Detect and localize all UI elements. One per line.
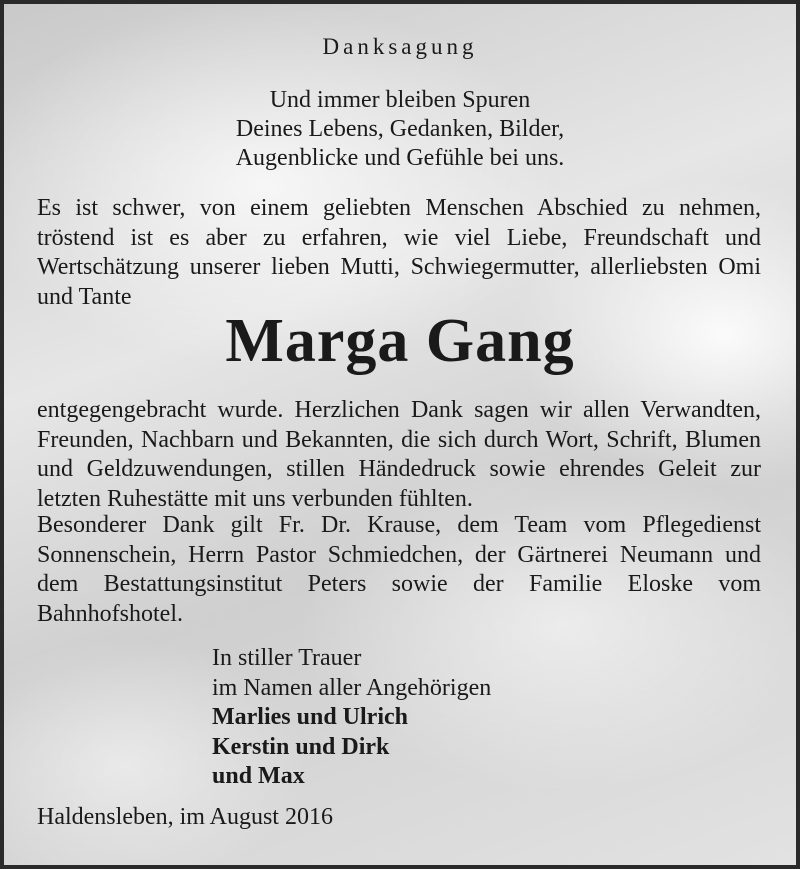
signature-line: im Namen aller Angehörigen xyxy=(212,674,492,701)
thanks-paragraph: entgegengebracht wurde. Herzlichen Dank sagen wir allen Verwandten, Freunden, Nachbarn und Bekannten, die sich durch Wort, Schrift, Blumen und Geldzuwendungen, stillen Händedruck sowie ehrendes Geleit zur letzten Ruhestätte mit uns verbunden fühlten. xyxy=(37,397,761,512)
mourner-names: Kerstin und Dirk xyxy=(212,733,390,760)
signature-block xyxy=(212,644,491,792)
memorial-verse xyxy=(4,86,796,173)
verse-line: Deines Lebens, Gedanken, Bilder, xyxy=(235,116,565,142)
special-thanks-paragraph: Besonderer Dank gilt Fr. Dr. Krause, dem Team vom Pflegedienst Sonnenschein, Herrn Pastor Schmiedchen, der Gärtnerei Neumann und dem Bestattungsinstitut Peters sowie der Familie Eloske vom Bahnhofshotel. xyxy=(37,512,761,627)
place-date: Haldensleben, im August 2016 xyxy=(37,804,333,830)
deceased-name: Marga Gang xyxy=(225,307,575,375)
intro-paragraph: Es ist schwer, von einem geliebten Menschen Abschied zu nehmen, tröstend ist es aber zu erfahren, wie viel Liebe, Freundschaft und Wertschätzung unserer lieben Mutti, Schwiegermutter, allerliebsten Omi und Tante xyxy=(37,195,761,310)
mourner-names: Marlies und Ulrich xyxy=(212,704,408,730)
signature-line: In stiller Trauer xyxy=(212,645,362,671)
verse-line: Augenblicke und Gefühle bei uns. xyxy=(235,145,565,171)
notice-heading: Danksagung xyxy=(322,34,478,59)
verse-line: Und immer bleiben Spuren xyxy=(269,87,531,113)
mourner-names: und Max xyxy=(212,763,305,789)
